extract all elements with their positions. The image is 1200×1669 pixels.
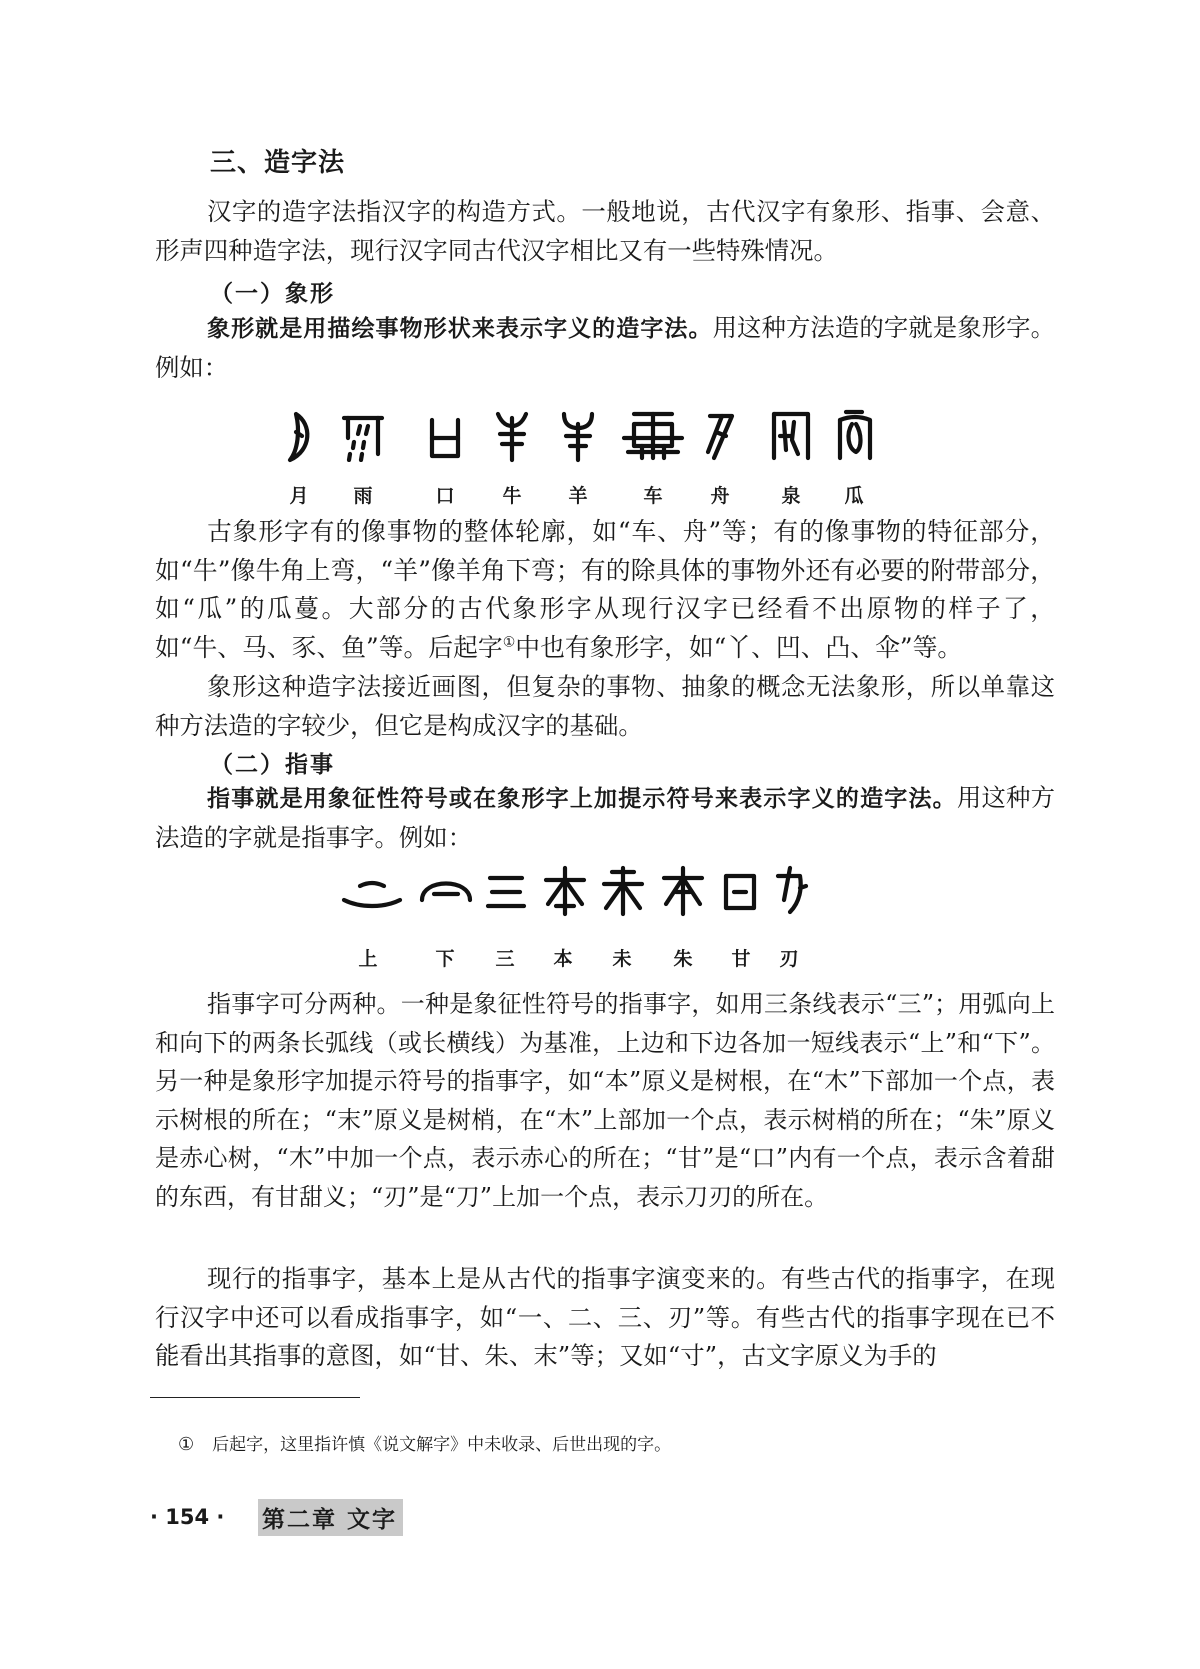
glyph-label: 刃 — [779, 948, 799, 970]
glyph-blade — [770, 864, 812, 918]
footnote-mark: ① — [178, 1434, 195, 1455]
pictograph-heading: （一）象形 — [210, 281, 335, 307]
glyph-label: 车 — [643, 485, 663, 507]
pictograph-paragraph-1 — [155, 513, 1055, 667]
footnote-divider — [150, 1397, 360, 1398]
glyph-label: 上 — [358, 948, 378, 970]
pictograph-paragraph-1a: 古象形字有的像事物的整体轮廓，如“车、舟”等；有的像事物的特征部分，如“牛”像牛角上弯，“羊”像羊角下弯；有的除具体的事物外还有必要的附带部分，如“瓜”的瓜蔓。大部分的古代象形字从现行汉字已经看不出原物的样子了，如“牛、马、豕、鱼”等。后起字 — [155, 517, 1055, 662]
glyph-label: 瓜 — [844, 485, 864, 507]
glyph-sheep — [558, 410, 598, 464]
glyph-label: 羊 — [568, 485, 588, 507]
glyph-label: 朱 — [673, 948, 693, 970]
glyph-label: 口 — [435, 485, 455, 507]
glyph-boat — [700, 412, 740, 464]
glyph-label: 泉 — [781, 485, 801, 507]
pictograph-paragraph-2: 象形这种造字法接近画图，但复杂的事物、抽象的概念无法象形，所以单靠这种方法造的字较少，但它是构成汉字的基础。 — [155, 672, 1055, 740]
glyph-spring — [768, 410, 814, 464]
chapter-label: 第二章 文字 — [258, 1499, 403, 1536]
indicative-heading: （二）指事 — [210, 752, 335, 778]
indicative-paragraph-1: 指事字可分两种。一种是象征性符号的指事字，如用三条线表示“三”；用弧向上和向下的两条长弧线（或长横线）为基准，上边和下边各加一短线表示“上”和“下”。另一种是象形字加提示符号的指事字，如“本”原义是树根，在“木”下部加一个点，表示树根的所在；“末”原义是树梢，在“木”上部加一个点，表示树梢的所在；“朱”原义是赤心树，“木”中加一个点，表示赤心的所在；“甘”是“口”内有一个点，表示含着甜的东西，有甘甜义；“刃”是“刀”上加一个点，表示刀刃的所在。 — [155, 990, 1055, 1211]
pictograph-definition-rest: 用这种方法造的字就是象形字。例如： — [155, 313, 1055, 382]
footnote — [178, 1430, 671, 1455]
indicative-paragraph-2: 现行的指事字，基本上是从古代的指事字演变来的。有些古代的指事字，在现行汉字中还可以看成指事字，如“一、二、三、刃”等。有些古代的指事字现在已不能看出其指事的意图，如“甘、朱、末”等；又如“寸”，古文字原义为手的 — [155, 1264, 1055, 1370]
page-number: · 154 · — [150, 1505, 225, 1529]
glyph-cart — [620, 408, 686, 464]
glyph-label: 舟 — [710, 485, 730, 507]
glyph-mouth — [426, 416, 464, 462]
glyph-ox — [494, 410, 530, 464]
glyph-up — [340, 870, 404, 910]
glyph-label: 下 — [435, 948, 455, 970]
glyph-label: 雨 — [353, 485, 373, 507]
glyph-red-heart — [658, 864, 708, 918]
glyph-label: 未 — [612, 948, 632, 970]
pictograph-definition — [155, 309, 1055, 387]
glyph-down — [418, 870, 474, 910]
glyph-tip — [598, 864, 648, 918]
glyph-melon — [832, 408, 876, 464]
glyph-rain — [340, 414, 386, 462]
glyph-label: 月 — [289, 485, 309, 507]
footnote-ref: ① — [502, 634, 516, 651]
pictograph-paragraph-1b: 中也有象形字，如“丫、凹、凸、伞”等。 — [515, 632, 963, 662]
glyph-sweet — [718, 870, 762, 914]
glyph-moon — [282, 410, 318, 464]
glyph-three — [484, 872, 528, 912]
glyph-root — [540, 864, 590, 918]
glyph-label: 本 — [553, 948, 573, 970]
footnote-text: 后起字，这里指许慎《说文解字》中未收录、后世出现的字。 — [212, 1435, 672, 1455]
indicative-definition-bold: 指事就是用象征性符号或在象形字上加提示符号来表示字义的造字法。 — [207, 786, 957, 812]
pictograph-definition-bold: 象形就是用描绘事物形状来表示字义的造字法。 — [207, 316, 713, 342]
indicative-definition-rest: 用这种方法造的字就是指事字。例如： — [155, 783, 1055, 852]
glyph-label: 甘 — [731, 948, 751, 970]
indicative-definition — [155, 779, 1055, 857]
glyph-label: 牛 — [502, 485, 522, 507]
glyph-label: 三 — [495, 948, 515, 970]
intro-paragraph: 汉字的造字法指汉字的构造方式。一般地说，古代汉字有象形、指事、会意、形声四种造字法，现行汉字同古代汉字相比又有一些特殊情况。 — [155, 197, 1055, 265]
section-title: 三、造字法 — [210, 148, 346, 178]
